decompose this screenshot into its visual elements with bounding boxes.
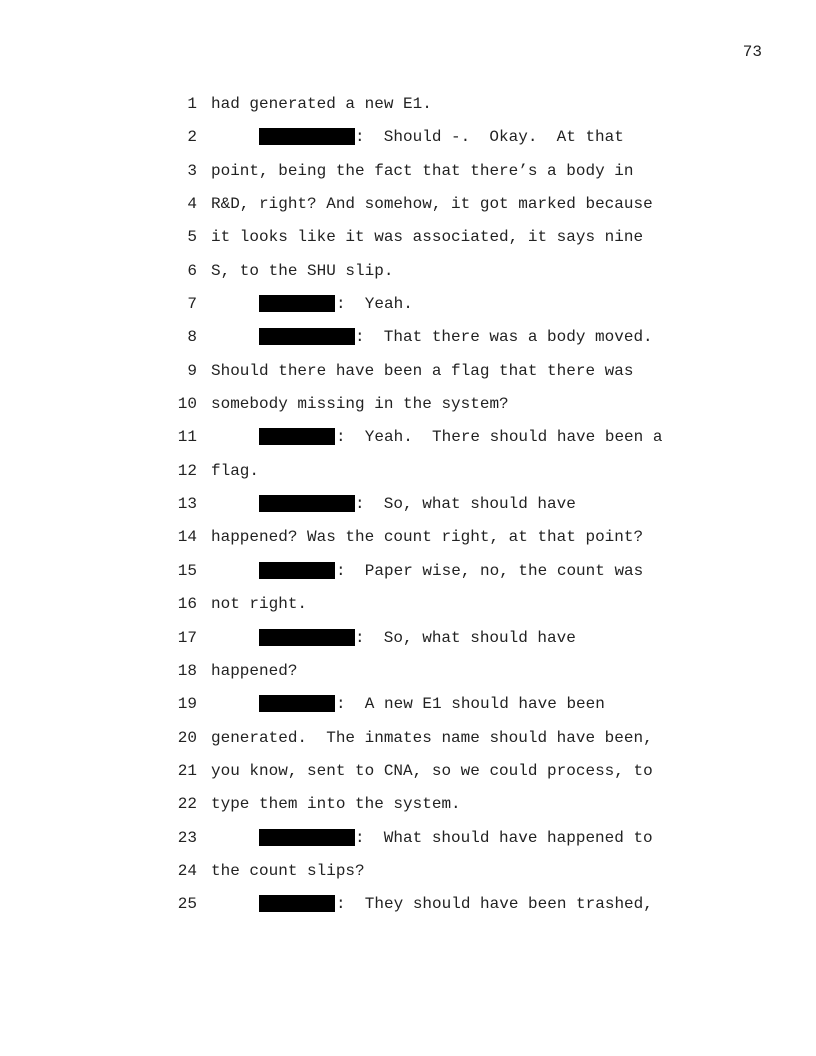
line-number: 2 (187, 128, 197, 147)
transcript-line (160, 194, 700, 227)
line-text: : So, what should have (355, 628, 576, 647)
line-text: : Yeah. (336, 295, 413, 314)
transcript-line (160, 361, 700, 394)
line-number: 1 (187, 95, 197, 113)
line-number: 21 (177, 761, 197, 780)
line-text: it looks like it was associated, it says nine (211, 228, 644, 247)
line-text: : Paper wise, no, the count was (336, 561, 644, 580)
page-number: 73 (742, 43, 762, 61)
transcript-line (160, 127, 700, 160)
transcript-line (160, 494, 700, 527)
line-number: 4 (187, 195, 197, 214)
line-number: 3 (187, 161, 197, 180)
line-text: the count slips? (211, 861, 365, 880)
line-number: 13 (177, 495, 197, 514)
line-text: Should there have been a flag that there was (211, 361, 634, 380)
transcript-line (160, 294, 700, 327)
transcript-line (160, 794, 700, 827)
line-text: : Should -. Okay. At that (355, 128, 624, 147)
line-text: somebody missing in the system? (211, 395, 509, 414)
line-text: : They should have been trashed, (336, 895, 653, 914)
redacted-speaker-name (259, 328, 355, 345)
line-text: S, to the SHU slip. (211, 261, 394, 280)
line-number: 5 (187, 228, 197, 247)
line-number: 11 (177, 428, 197, 447)
transcript-line (160, 94, 700, 127)
redacted-speaker-name (259, 695, 335, 712)
redacted-speaker-name (259, 629, 355, 646)
line-number: 6 (187, 261, 197, 280)
transcript-line (160, 161, 700, 194)
line-number: 20 (177, 728, 197, 747)
line-text: you know, sent to CNA, so we could process, to (211, 761, 653, 780)
line-text: had generated a new E1. (211, 95, 432, 113)
line-text: generated. The inmates name should have been, (211, 728, 653, 747)
line-number: 12 (177, 461, 197, 480)
line-number: 25 (177, 895, 197, 914)
line-text: not right. (211, 595, 308, 614)
line-text: : Yeah. There should have been a (336, 428, 663, 447)
line-number: 19 (177, 695, 197, 714)
transcript-line (160, 861, 700, 894)
line-number: 18 (177, 661, 197, 680)
transcript-line (160, 761, 700, 794)
line-text: point, being the fact that there’s a body in (211, 161, 634, 180)
transcript-line (160, 261, 700, 294)
transcript-line (160, 227, 700, 260)
transcript-line (160, 327, 700, 360)
line-number: 10 (177, 395, 197, 414)
line-number: 14 (177, 528, 197, 547)
redacted-speaker-name (259, 495, 355, 512)
redacted-speaker-name (259, 295, 335, 312)
transcript-line (160, 628, 700, 661)
line-number: 23 (177, 828, 197, 847)
line-text: happened? (211, 661, 298, 680)
transcript-line (160, 461, 700, 494)
redacted-speaker-name (259, 428, 335, 445)
transcript-line (160, 728, 700, 761)
transcript-body (160, 94, 700, 928)
line-text: : What should have happened to (355, 828, 653, 847)
transcript-line (160, 527, 700, 560)
redacted-speaker-name (259, 895, 335, 912)
line-text: R&D, right? And somehow, it got marked because (211, 195, 653, 214)
line-number: 7 (187, 295, 197, 314)
transcript-line (160, 594, 700, 627)
redacted-speaker-name (259, 128, 355, 145)
line-text: : So, what should have (355, 495, 576, 514)
line-text: : A new E1 should have been (336, 695, 605, 714)
transcript-line (160, 894, 700, 927)
redacted-speaker-name (259, 829, 355, 846)
line-number: 15 (177, 561, 197, 580)
transcript-line (160, 394, 700, 427)
transcript-line (160, 427, 700, 460)
line-number: 9 (187, 361, 197, 380)
transcript-line (160, 828, 700, 861)
line-number: 24 (177, 861, 197, 880)
redacted-speaker-name (259, 562, 335, 579)
transcript-line (160, 561, 700, 594)
transcript-line (160, 694, 700, 727)
line-number: 16 (177, 595, 197, 614)
line-text: : That there was a body moved. (355, 328, 653, 347)
line-text: type them into the system. (211, 795, 461, 814)
line-text: happened? Was the count right, at that point? (211, 528, 644, 547)
line-number: 22 (177, 795, 197, 814)
transcript-line (160, 661, 700, 694)
line-number: 17 (177, 628, 197, 647)
line-text: flag. (211, 461, 260, 480)
line-number: 8 (187, 328, 197, 347)
